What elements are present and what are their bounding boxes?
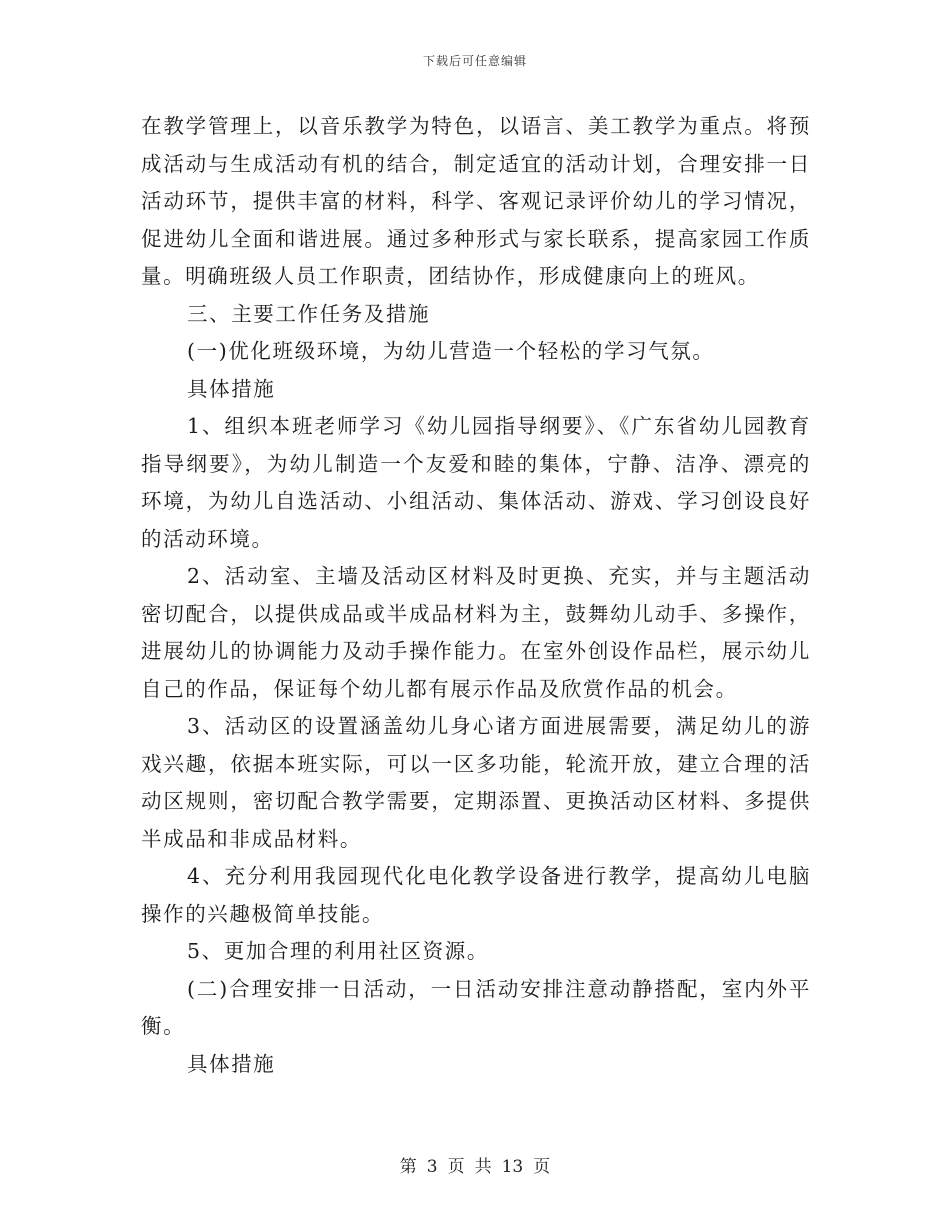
subsection-heading-daily-activities: (二)合理安排一日活动，一日活动安排注意动静搭配，室内外平衡。 [141,976,811,1038]
footer-label-page: 第 [399,1157,417,1177]
header-note: 下载后可任意编辑 [422,54,527,68]
footer-label-unit: 页 [447,1157,465,1177]
footer-total-pages: 13 [501,1157,524,1177]
paragraph-teaching-management: 在教学管理上，以音乐教学为特色，以语言、美工教学为重点。将预成活动与生成活动有机的结合，制定适宜的活动计划，合理安排一日活动环节，提供丰富的材料，科学、客观记录评价幼儿的学习情况，促进幼儿全面和谐进展。通过多种形式与家长联系，提高家园工作质量。明确班级人员工作职责，团结协作，形成健康向上的班风。 [141,114,811,288]
list-item-1: 1、组织本班老师学习《幼儿园指导纲要》、《广东省幼儿园教育指导纲要》，为幼儿制造一个友爱和睦的集体，宁静、洁净、漂亮的环境，为幼儿自选活动、小组活动、集体活动、游戏、学习创设良好的活动环境。 [141,414,811,551]
list-item-2: 2、活动室、主墙及活动区材料及时更换、充实，并与主题活动密切配合，以提供成品或半成品材料为主，鼓舞幼儿动手、多操作，进展幼儿的协调能力及动手操作能力。在室外创设作品栏，展示幼儿自己的作品，保证每个幼儿都有展示作品及欣赏作品的机会。 [141,564,811,701]
footer-current-page: 3 [426,1157,438,1177]
measures-label-2: 具体措施 [187,1051,276,1076]
subsection-heading-environment: (一)优化班级环境，为幼儿营造一个轻松的学习气氛。 [187,339,715,363]
list-item-5: 5、更加合理的利用社区资源。 [187,939,489,963]
page-footer [0,1152,950,1177]
measures-label: 具体措施 [187,376,276,401]
list-item-3: 3、活动区的设置涵盖幼儿身心诸方面进展需要，满足幼儿的游戏兴趣，依据本班实际，可以一区多功能，轮流开放，建立合理的活动区规则，密切配合教学需要，定期添置、更换活动区材料、多提供半成品和非成品材料。 [141,714,811,851]
section-heading-main-tasks: 三、主要工作任务及措施 [187,301,431,326]
footer-label-total: 共 [474,1157,492,1177]
list-item-4: 4、充分利用我园现代化电化教学设备进行教学，提高幼儿电脑操作的兴趣极简单技能。 [141,864,811,926]
document-body [141,108,811,1083]
footer-label-unit-2: 页 [533,1157,551,1177]
